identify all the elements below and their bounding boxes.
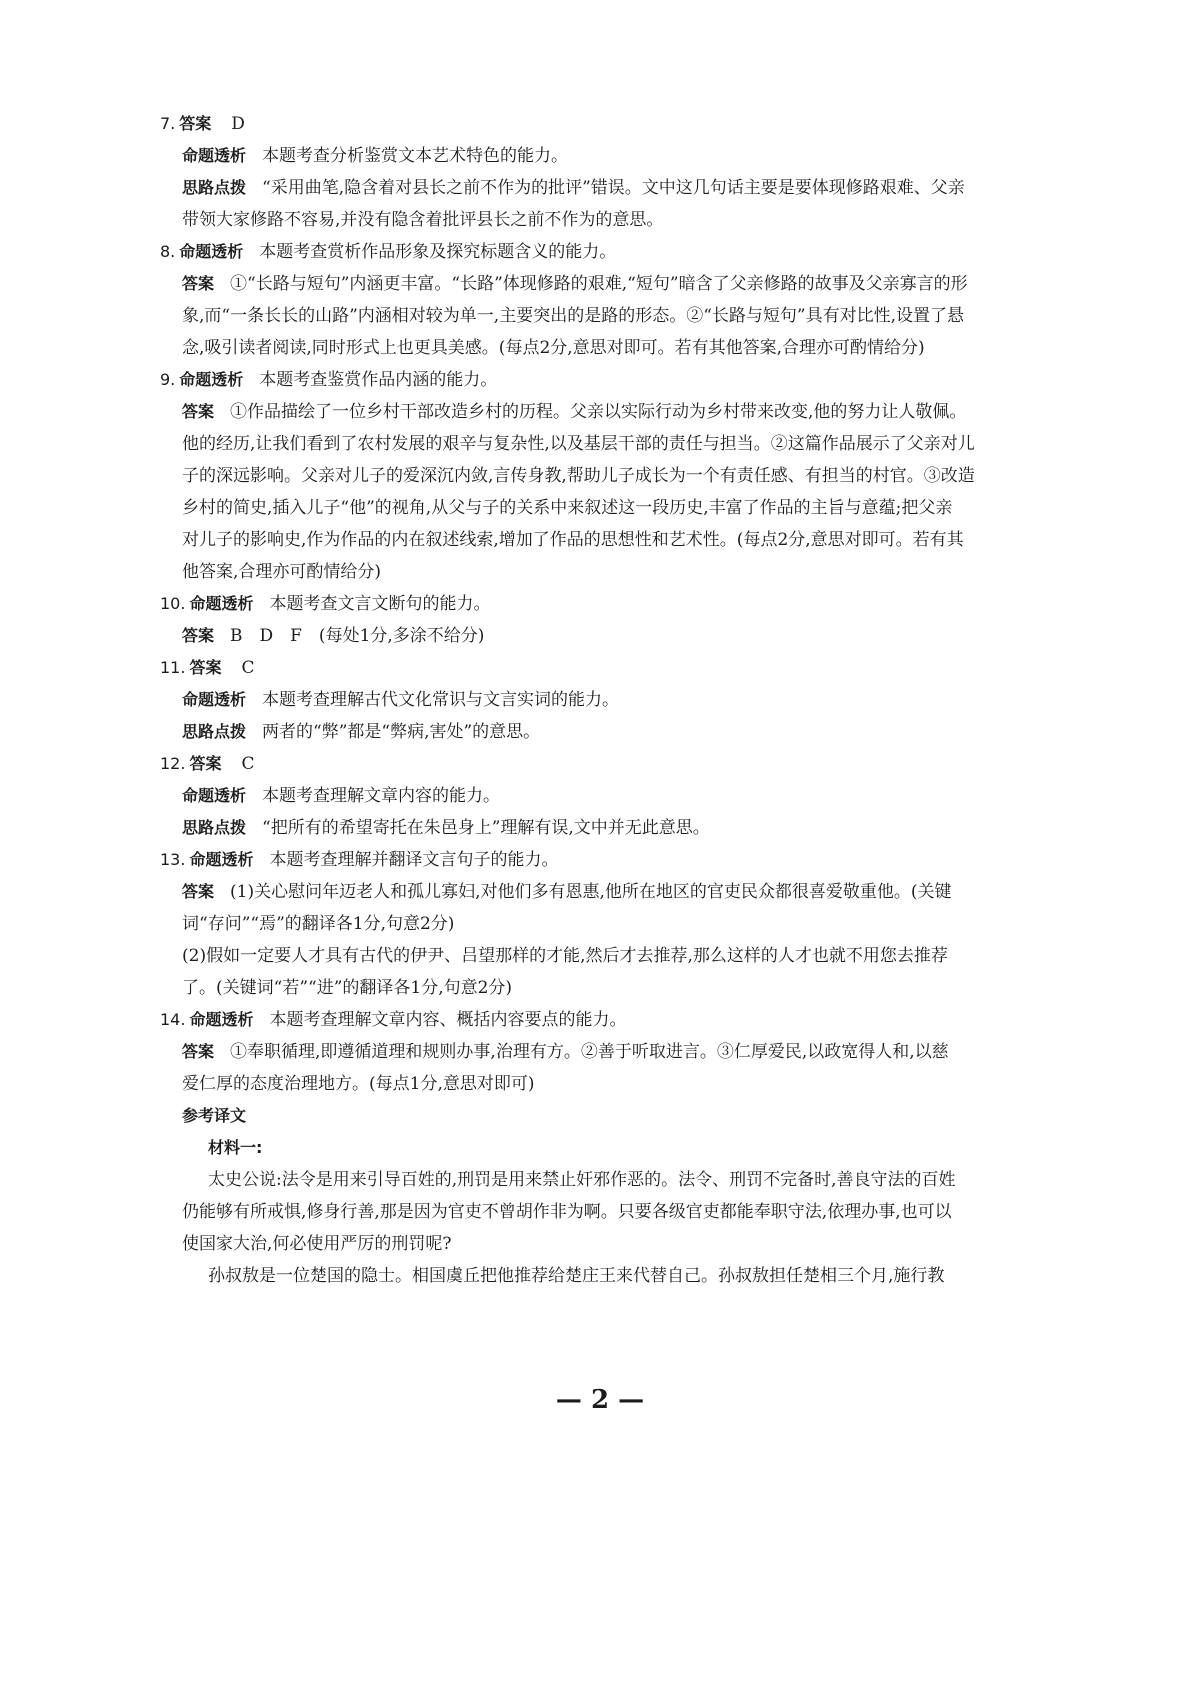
q13-answer-continuation: (2)假如一定要人才具有古代的伊尹、吕望那样的才能,然后才去推荐,那么这样的人才也就不用您去推荐 xyxy=(182,946,948,966)
answer-text: ①奉职循理,即遵循道理和规则办事,治理有方。②善于听取进言。③仁厚爱民,以政宽得人和,以慈 xyxy=(230,1042,949,1062)
q14-answer-row xyxy=(160,1036,1050,1068)
q7-hint-continuation: 带领大家修路不容易,并没有隐含着批评县长之前不作为的意思。 xyxy=(182,210,664,230)
question-number: 14. xyxy=(160,1010,186,1029)
q9-answer-continuation: 对儿子的影响史,作为作品的内在叙述线索,增加了作品的思想性和艺术性。(每点2分,意思对即可。若有其 xyxy=(182,530,964,550)
q13-answer-continuation: 了。(关键词“若”“进”的翻译各1分,句意2分) xyxy=(182,978,513,998)
analysis-label: 命题透析 xyxy=(182,786,247,805)
question-number: 11. xyxy=(160,658,186,677)
q7-answer-row xyxy=(160,108,1050,140)
q8-analysis-row xyxy=(160,236,1050,268)
q12-hint-row xyxy=(160,812,1050,844)
answer-text: (1)关心慰问年迈老人和孤儿寡妇,对他们多有恩惠,他所在地区的官吏民众都很喜爱敬重他。(关键 xyxy=(230,882,952,902)
analysis-text: 本题考查理解文章内容、概括内容要点的能力。 xyxy=(269,1010,627,1030)
q13-analysis-row xyxy=(160,844,1050,876)
q9-analysis-row xyxy=(160,364,1050,396)
answer-key-content xyxy=(160,108,1050,1292)
material-label: 材料一: xyxy=(208,1138,263,1157)
q13-answer-continuation: 词“存问”“焉”的翻译各1分,句意2分) xyxy=(182,914,455,934)
hint-label: 思路点拨 xyxy=(182,178,247,197)
q8-answer-continuation: 象,而“一条长长的山路”内涵相对较为单一,主要突出的是路的形态。②“长路与短句”具有对比性,设置了悬 xyxy=(182,306,964,326)
q11-hint-row xyxy=(160,716,1050,748)
analysis-label: 命题透析 xyxy=(189,594,254,613)
analysis-label: 命题透析 xyxy=(182,146,247,165)
q11-answer-row xyxy=(160,652,1050,684)
translation-paragraph-line: 使国家大治,何必使用严厉的刑罚呢? xyxy=(182,1234,452,1254)
hint-text: “采用曲笔,隐含着对县长之前不作为的批评”错误。文中这几句话主要是要体现修路艰难、父亲 xyxy=(262,178,965,198)
question-number: 8. xyxy=(160,242,176,261)
q12-answer-row xyxy=(160,748,1050,780)
q9-answer-continuation: 子的深远影响。父亲对儿子的爱深沉内敛,言传身教,帮助儿子成长为一个有责任感、有担当的村官。③改造 xyxy=(182,466,975,486)
question-number: 7. xyxy=(160,114,176,133)
answer-label: 答案 xyxy=(179,114,212,133)
question-number: 12. xyxy=(160,754,186,773)
translation-paragraph-line: 仍能够有所戒惧,修身行善,那是因为官吏不曾胡作非为啊。只要各级官吏都能奉职守法,依理办事,也可以 xyxy=(182,1202,952,1222)
hint-label: 思路点拨 xyxy=(182,722,247,741)
answer-label: 答案 xyxy=(189,754,222,773)
answer-value: C xyxy=(241,658,255,678)
q9-answer-continuation: 他答案,合理亦可酌情给分) xyxy=(182,562,382,582)
q14-answer-continuation: 爱仁厚的态度治理地方。(每点1分,意思对即可) xyxy=(182,1074,535,1094)
answer-label: 答案 xyxy=(189,658,222,677)
translation-paragraph-line: 孙叔敖是一位楚国的隐士。相国虞丘把他推荐给楚庄王来代替自己。孙叔敖担任楚相三个月,施行教 xyxy=(208,1266,945,1286)
answer-value: D xyxy=(231,114,245,134)
translation-paragraph-line: 太史公说:法令是用来引导百姓的,刑罚是用来禁止奸邪作恶的。法令、刑罚不完备时,善良守法的百姓 xyxy=(208,1170,956,1190)
translation-heading: 参考译文 xyxy=(182,1106,247,1125)
question-number: 13. xyxy=(160,850,186,869)
answer-label: 答案 xyxy=(182,402,215,421)
analysis-text: 本题考查分析鉴赏文本艺术特色的能力。 xyxy=(262,146,569,166)
q8-answer-continuation: 念,吸引读者阅读,同时形式上也更具美感。(每点2分,意思对即可。若有其他答案,合理亦可酌情给分) xyxy=(182,338,925,358)
q7-hint-row xyxy=(160,172,1050,204)
analysis-text: 本题考查理解文章内容的能力。 xyxy=(262,786,501,806)
analysis-text: 本题考查赏析作品形象及探究标题含义的能力。 xyxy=(259,242,617,262)
q10-answer-row xyxy=(160,620,1050,652)
analysis-label: 命题透析 xyxy=(182,690,247,709)
q13-answer-row xyxy=(160,876,1050,908)
q9-answer-continuation: 乡村的简史,插入儿子“他”的视角,从父与子的关系中来叙述这一段历史,丰富了作品的主旨与意蕴;把父亲 xyxy=(182,498,953,518)
q8-answer-row xyxy=(160,268,1050,300)
analysis-label: 命题透析 xyxy=(179,242,244,261)
answer-label: 答案 xyxy=(182,882,215,901)
analysis-label: 命题透析 xyxy=(189,850,254,869)
analysis-text: 本题考查理解并翻译文言句子的能力。 xyxy=(269,850,559,870)
hint-text: “把所有的希望寄托在朱邑身上”理解有误,文中并无此意思。 xyxy=(262,818,710,838)
q12-analysis-row xyxy=(160,780,1050,812)
answer-label: 答案 xyxy=(182,626,215,645)
page-number: — 2 — xyxy=(555,1385,645,1415)
answer-label: 答案 xyxy=(182,1042,215,1061)
analysis-label: 命题透析 xyxy=(189,1010,254,1029)
answer-value: C xyxy=(241,754,255,774)
analysis-text: 本题考查鉴赏作品内涵的能力。 xyxy=(259,370,498,390)
answer-text: B D F (每处1分,多涂不给分) xyxy=(230,626,485,646)
q10-analysis-row xyxy=(160,588,1050,620)
answer-text: ①作品描绘了一位乡村干部改造乡村的历程。父亲以实际行动为乡村带来改变,他的努力让人敬佩。 xyxy=(230,402,967,422)
hint-text: 两者的“弊”都是“弊病,害处”的意思。 xyxy=(262,722,541,742)
question-number: 9. xyxy=(160,370,176,389)
analysis-label: 命题透析 xyxy=(179,370,244,389)
answer-text: ①“长路与短句”内涵更丰富。“长路”体现修路的艰难,“短句”暗含了父亲修路的故事及父亲寡言的形 xyxy=(230,274,968,294)
hint-label: 思路点拨 xyxy=(182,818,247,837)
analysis-text: 本题考查文言文断句的能力。 xyxy=(269,594,491,614)
q9-answer-row xyxy=(160,396,1050,428)
question-number: 10. xyxy=(160,594,186,613)
q9-answer-continuation: 他的经历,让我们看到了农村发展的艰辛与复杂性,以及基层干部的责任与担当。②这篇作品展示了父亲对儿 xyxy=(182,434,975,454)
q14-analysis-row xyxy=(160,1004,1050,1036)
answer-label: 答案 xyxy=(182,274,215,293)
q7-analysis-row xyxy=(160,140,1050,172)
q11-analysis-row xyxy=(160,684,1050,716)
analysis-text: 本题考查理解古代文化常识与文言实词的能力。 xyxy=(262,690,620,710)
